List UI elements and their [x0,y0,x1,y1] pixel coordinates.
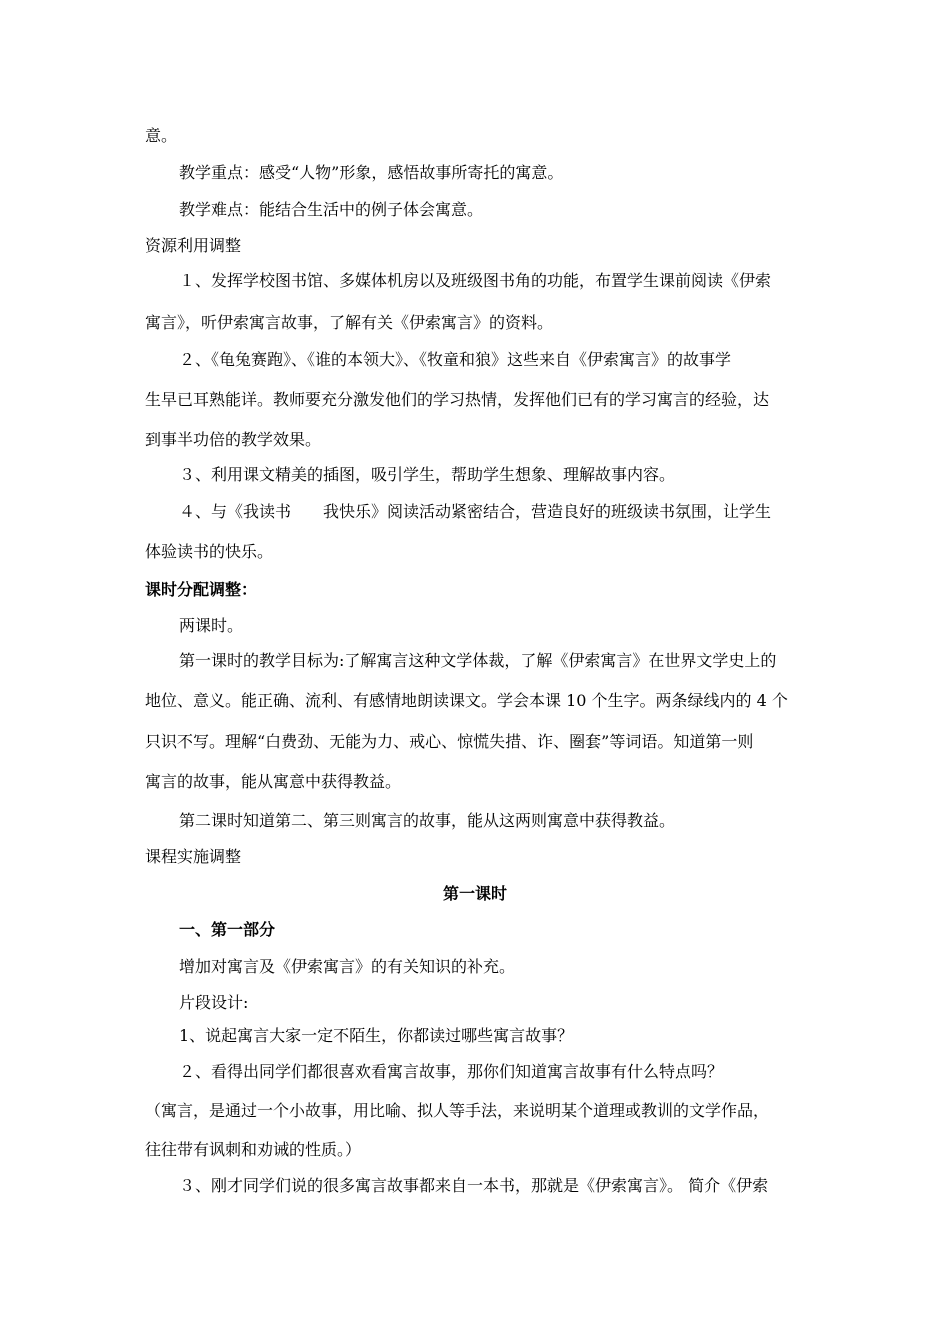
text-line: ３、刚才同学们说的很多寓言故事都来自一本书，那就是《伊索寓言》。 简介《伊索 [179,1176,769,1195]
text-line: ４、与《我读书 我快乐》阅读活动紧密结合，营造良好的班级读书氛围，让学生 [179,502,772,521]
text-line: 意。 [145,126,178,145]
text-line: 教学重点：感受“人物”形象，感悟故事所寄托的寓意。 [179,163,564,182]
text-line: 增加对寓言及《伊索寓言》的有关知识的补充。 [179,957,516,976]
part-heading: 一、第一部分 [179,920,276,939]
text-line: 第二课时知道第二、第三则寓言的故事，能从这两则寓意中获得教益。 [179,811,676,830]
section-heading: 课程实施调整 [145,847,242,866]
text-line: ３、利用课文精美的插图，吸引学生，帮助学生想象、理解故事内容。 [179,465,676,484]
text-line: 往往带有讽刺和劝诫的性质。） [145,1140,362,1159]
text-line: 生早已耳熟能详。教师要充分激发他们的学习热情，发挥他们已有的学习寓言的经验，达 [145,390,770,409]
text-line: ２、看得出同学们都很喜欢看寓言故事，那你们知道寓言故事有什么特点吗？ [179,1062,724,1081]
lesson-title: 第一课时 [442,884,507,903]
text-line: １、发挥学校图书馆、多媒体机房以及班级图书角的功能，布置学生课前阅读《伊索 [179,271,772,290]
text-line: （寓言，是通过一个小故事，用比喻、拟人等手法，来说明某个道理或教训的文学作品， [145,1101,770,1120]
text-line: 体验读书的快乐。 [145,542,274,561]
text-line: 1、说起寓言大家一定不陌生，你都读过哪些寓言故事？ [179,1026,574,1045]
text-line: 到事半功倍的教学效果。 [145,430,322,449]
section-heading: 课时分配调整： [145,580,258,599]
text-line: 两课时。 [179,616,244,635]
section-heading: 资源利用调整 [145,236,242,255]
text-line: ２、《龟兔赛跑》、《谁的本领大》、《牧童和狼》这些来自《伊索寓言》的故事学 [179,350,732,369]
text-line: 寓言》，听伊索寓言故事，了解有关《伊索寓言》的资料。 [145,313,554,332]
text-line: 片段设计: [179,993,249,1012]
text-line: 教学难点：能结合生活中的例子体会寓意。 [179,200,484,219]
text-line: 寓言的故事，能从寓意中获得教益。 [145,772,402,791]
text-line: 第一课时的教学目标为:了解寓言这种文学体裁，了解《伊索寓言》在世界文学史上的 [179,651,777,670]
text-line: 只识不写。理解“白费劲、无能为力、戒心、惊慌失措、诈、圈套”等词语。知道第一则 [145,732,754,751]
text-line: 地位、意义。能正确、流利、有感情地朗读课文。学会本课 10 个生字。两条绿线内的 4 个 [145,691,788,710]
